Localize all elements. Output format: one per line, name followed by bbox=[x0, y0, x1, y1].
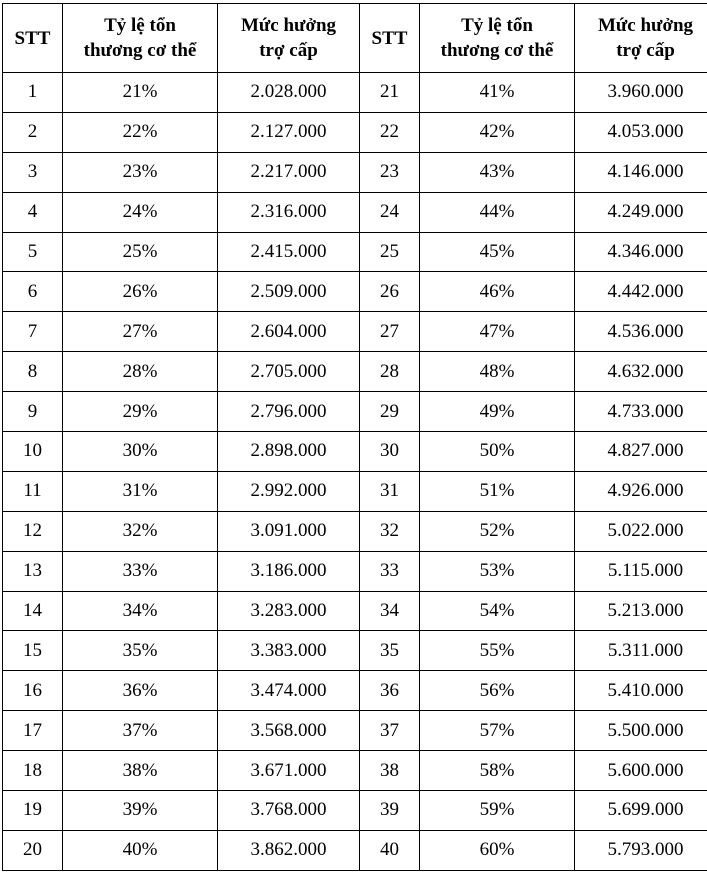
cell-injury-rate: 39% bbox=[63, 791, 218, 831]
cell-injury-rate: 25% bbox=[63, 232, 218, 272]
cell-injury-rate: 50% bbox=[420, 432, 575, 472]
cell-allowance-amount: 2.028.000 bbox=[218, 73, 360, 113]
cell-allowance-amount: 5.410.000 bbox=[575, 671, 707, 711]
cell-allowance-amount: 4.346.000 bbox=[575, 232, 707, 272]
cell-injury-rate: 27% bbox=[63, 312, 218, 352]
cell-injury-rate: 52% bbox=[420, 511, 575, 551]
cell-allowance-amount: 4.926.000 bbox=[575, 471, 707, 511]
table-row bbox=[3, 671, 707, 711]
cell-allowance-amount: 5.115.000 bbox=[575, 551, 707, 591]
cell-allowance-amount: 2.796.000 bbox=[218, 392, 360, 432]
cell-stt: 22 bbox=[360, 112, 420, 152]
table-body bbox=[3, 73, 707, 871]
cell-stt: 17 bbox=[3, 711, 63, 751]
cell-injury-rate: 43% bbox=[420, 152, 575, 192]
cell-stt: 37 bbox=[360, 711, 420, 751]
cell-injury-rate: 21% bbox=[63, 73, 218, 113]
cell-injury-rate: 36% bbox=[63, 671, 218, 711]
cell-allowance-amount: 5.213.000 bbox=[575, 591, 707, 631]
cell-injury-rate: 41% bbox=[420, 73, 575, 113]
table-row bbox=[3, 392, 707, 432]
cell-stt: 35 bbox=[360, 631, 420, 671]
table-row bbox=[3, 830, 707, 870]
cell-injury-rate: 44% bbox=[420, 192, 575, 232]
header-text-line: Mức hưởng bbox=[597, 15, 694, 36]
table-row bbox=[3, 192, 707, 232]
cell-injury-rate: 60% bbox=[420, 830, 575, 870]
table-row bbox=[3, 152, 707, 192]
header-text-line: STT bbox=[371, 27, 408, 49]
cell-stt: 39 bbox=[360, 791, 420, 831]
cell-injury-rate: 35% bbox=[63, 631, 218, 671]
table-row bbox=[3, 511, 707, 551]
cell-allowance-amount: 3.671.000 bbox=[218, 751, 360, 791]
cell-stt: 34 bbox=[360, 591, 420, 631]
header-injury-rate bbox=[63, 4, 218, 73]
cell-stt: 18 bbox=[3, 751, 63, 791]
cell-injury-rate: 47% bbox=[420, 312, 575, 352]
cell-allowance-amount: 2.316.000 bbox=[218, 192, 360, 232]
cell-allowance-amount: 3.186.000 bbox=[218, 551, 360, 591]
cell-stt: 25 bbox=[360, 232, 420, 272]
header-injury-rate bbox=[420, 4, 575, 73]
table-row bbox=[3, 711, 707, 751]
cell-allowance-amount: 3.768.000 bbox=[218, 791, 360, 831]
cell-allowance-amount: 4.053.000 bbox=[575, 112, 707, 152]
cell-allowance-amount: 3.474.000 bbox=[218, 671, 360, 711]
cell-allowance-amount: 3.960.000 bbox=[575, 73, 707, 113]
cell-allowance-amount: 5.793.000 bbox=[575, 830, 707, 870]
cell-stt: 33 bbox=[360, 551, 420, 591]
table-row bbox=[3, 551, 707, 591]
cell-stt: 36 bbox=[360, 671, 420, 711]
cell-allowance-amount: 4.146.000 bbox=[575, 152, 707, 192]
cell-allowance-amount: 4.442.000 bbox=[575, 272, 707, 312]
allowance-table bbox=[2, 3, 707, 871]
cell-stt: 15 bbox=[3, 631, 63, 671]
cell-injury-rate: 59% bbox=[420, 791, 575, 831]
cell-allowance-amount: 3.383.000 bbox=[218, 631, 360, 671]
cell-stt: 38 bbox=[360, 751, 420, 791]
cell-allowance-amount: 3.568.000 bbox=[218, 711, 360, 751]
cell-allowance-amount: 5.311.000 bbox=[575, 631, 707, 671]
header-text-line: thương cơ thể bbox=[440, 40, 554, 61]
table-row bbox=[3, 591, 707, 631]
cell-stt: 12 bbox=[3, 511, 63, 551]
cell-allowance-amount: 2.415.000 bbox=[218, 232, 360, 272]
cell-stt: 5 bbox=[3, 232, 63, 272]
cell-injury-rate: 26% bbox=[63, 272, 218, 312]
header-allowance-amount bbox=[218, 4, 360, 73]
cell-allowance-amount: 5.022.000 bbox=[575, 511, 707, 551]
cell-injury-rate: 45% bbox=[420, 232, 575, 272]
cell-stt: 24 bbox=[360, 192, 420, 232]
cell-allowance-amount: 2.705.000 bbox=[218, 352, 360, 392]
table-header-row bbox=[3, 4, 707, 73]
cell-injury-rate: 57% bbox=[420, 711, 575, 751]
cell-stt: 28 bbox=[360, 352, 420, 392]
cell-allowance-amount: 5.600.000 bbox=[575, 751, 707, 791]
cell-injury-rate: 30% bbox=[63, 432, 218, 472]
cell-allowance-amount: 2.217.000 bbox=[218, 152, 360, 192]
cell-stt: 20 bbox=[3, 830, 63, 870]
cell-injury-rate: 49% bbox=[420, 392, 575, 432]
cell-stt: 19 bbox=[3, 791, 63, 831]
table-row bbox=[3, 232, 707, 272]
table-row bbox=[3, 112, 707, 152]
table-row bbox=[3, 791, 707, 831]
cell-injury-rate: 46% bbox=[420, 272, 575, 312]
cell-stt: 13 bbox=[3, 551, 63, 591]
cell-injury-rate: 56% bbox=[420, 671, 575, 711]
header-text-line: trợ cấp bbox=[616, 40, 675, 61]
cell-injury-rate: 28% bbox=[63, 352, 218, 392]
cell-injury-rate: 53% bbox=[420, 551, 575, 591]
cell-injury-rate: 32% bbox=[63, 511, 218, 551]
cell-stt: 31 bbox=[360, 471, 420, 511]
cell-injury-rate: 51% bbox=[420, 471, 575, 511]
cell-allowance-amount: 2.509.000 bbox=[218, 272, 360, 312]
table-row bbox=[3, 312, 707, 352]
cell-stt: 2 bbox=[3, 112, 63, 152]
cell-stt: 1 bbox=[3, 73, 63, 113]
cell-stt: 3 bbox=[3, 152, 63, 192]
cell-allowance-amount: 4.536.000 bbox=[575, 312, 707, 352]
header-allowance-amount bbox=[575, 4, 707, 73]
cell-allowance-amount: 4.249.000 bbox=[575, 192, 707, 232]
cell-injury-rate: 31% bbox=[63, 471, 218, 511]
cell-stt: 27 bbox=[360, 312, 420, 352]
cell-injury-rate: 55% bbox=[420, 631, 575, 671]
cell-stt: 23 bbox=[360, 152, 420, 192]
cell-stt: 32 bbox=[360, 511, 420, 551]
header-text-line: Tỷ lệ tổn bbox=[461, 15, 533, 36]
header-text-line: Mức hưởng bbox=[240, 15, 337, 36]
cell-stt: 8 bbox=[3, 352, 63, 392]
cell-injury-rate: 58% bbox=[420, 751, 575, 791]
cell-allowance-amount: 4.632.000 bbox=[575, 352, 707, 392]
cell-injury-rate: 48% bbox=[420, 352, 575, 392]
cell-injury-rate: 22% bbox=[63, 112, 218, 152]
cell-allowance-amount: 5.699.000 bbox=[575, 791, 707, 831]
cell-stt: 16 bbox=[3, 671, 63, 711]
cell-injury-rate: 37% bbox=[63, 711, 218, 751]
cell-allowance-amount: 3.862.000 bbox=[218, 830, 360, 870]
cell-injury-rate: 40% bbox=[63, 830, 218, 870]
cell-allowance-amount: 4.733.000 bbox=[575, 392, 707, 432]
cell-stt: 11 bbox=[3, 471, 63, 511]
cell-allowance-amount: 3.283.000 bbox=[218, 591, 360, 631]
cell-injury-rate: 54% bbox=[420, 591, 575, 631]
cell-allowance-amount: 5.500.000 bbox=[575, 711, 707, 751]
table-row bbox=[3, 352, 707, 392]
cell-injury-rate: 42% bbox=[420, 112, 575, 152]
cell-injury-rate: 34% bbox=[63, 591, 218, 631]
cell-stt: 14 bbox=[3, 591, 63, 631]
cell-allowance-amount: 2.604.000 bbox=[218, 312, 360, 352]
table-row bbox=[3, 471, 707, 511]
header-stt bbox=[3, 4, 63, 73]
header-stt bbox=[360, 4, 420, 73]
cell-injury-rate: 38% bbox=[63, 751, 218, 791]
cell-stt: 30 bbox=[360, 432, 420, 472]
header-text-line: Tỷ lệ tổn bbox=[104, 15, 176, 36]
cell-stt: 40 bbox=[360, 830, 420, 870]
cell-allowance-amount: 2.127.000 bbox=[218, 112, 360, 152]
cell-stt: 21 bbox=[360, 73, 420, 113]
cell-allowance-amount: 3.091.000 bbox=[218, 511, 360, 551]
header-text-line: STT bbox=[14, 27, 51, 49]
cell-injury-rate: 24% bbox=[63, 192, 218, 232]
cell-stt: 9 bbox=[3, 392, 63, 432]
table-row bbox=[3, 432, 707, 472]
cell-stt: 29 bbox=[360, 392, 420, 432]
cell-injury-rate: 29% bbox=[63, 392, 218, 432]
cell-stt: 6 bbox=[3, 272, 63, 312]
cell-stt: 10 bbox=[3, 432, 63, 472]
table-row bbox=[3, 73, 707, 113]
table-row bbox=[3, 631, 707, 671]
header-text-line: thương cơ thể bbox=[83, 40, 197, 61]
table-row bbox=[3, 272, 707, 312]
cell-allowance-amount: 2.992.000 bbox=[218, 471, 360, 511]
cell-allowance-amount: 4.827.000 bbox=[575, 432, 707, 472]
cell-allowance-amount: 2.898.000 bbox=[218, 432, 360, 472]
header-text-line: trợ cấp bbox=[259, 40, 318, 61]
cell-injury-rate: 33% bbox=[63, 551, 218, 591]
cell-stt: 26 bbox=[360, 272, 420, 312]
table-row bbox=[3, 751, 707, 791]
cell-stt: 7 bbox=[3, 312, 63, 352]
cell-stt: 4 bbox=[3, 192, 63, 232]
cell-injury-rate: 23% bbox=[63, 152, 218, 192]
